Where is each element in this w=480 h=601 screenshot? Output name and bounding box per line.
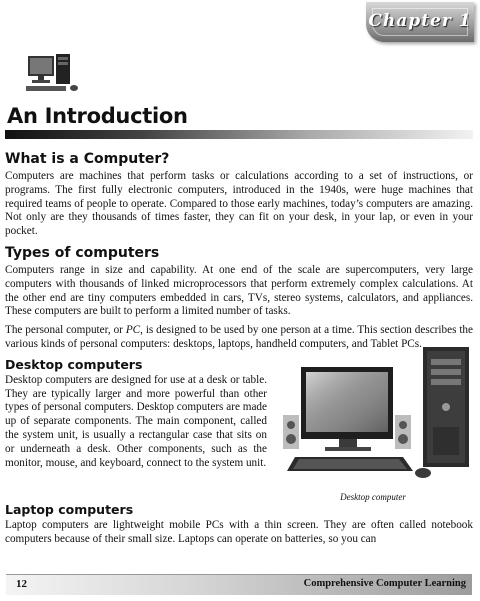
paragraph-desktop: Desktop computers are designed for use at a desk or table. They are typically larger and more powerful than other types of personal computers. Desktop computers are made up of separate components. The main component, called the system unit, is usually a rectangular case that sits on or underneath a desk. Other components, such as the monitor, mouse, and keyboard, connect to the system unit. [5,373,267,469]
section-title: An Introduction [7,104,188,128]
chapter-tab [366,2,474,42]
paragraph-laptop: Laptop computers are lightweight mobile PCs with a thin screen. They are often called notebook computers because of their small size. Laptops can operate on batteries, so you can [5,518,473,545]
desktop-computer-illustration [273,337,473,487]
desktop-section [5,357,473,502]
page-content [5,150,473,551]
book-title: Comprehensive Computer Learning [303,578,466,589]
page-footer [6,574,472,595]
text-span: , is designed to be used by one person at a time. This section describes the various kinds of personal computers: desktops, laptops, handheld computers, and Tablet PCs. [5,324,473,350]
chapter-label: Chapter 1 [368,11,472,31]
text-span: The personal computer, or [5,324,126,337]
heading-what-is: What is a Computer? [5,151,170,167]
paragraph-types-1: Computers range in size and capability. At one end of the scale are supercomputers, very large computers with thousands of linked microprocessors that perform extremely complex calculations. At the other end are tiny computers embedded in cars, TVs, stereo systems, calculators, and appliances. These computers are built to perform a limited number of tasks. [5,263,473,318]
paragraph-what-is: Computers are machines that perform tasks or calculations according to a set of instructions, or programs. The first fully electronic computers, introduced in the 1940s, were huge machines that required teams of people to operate. Compared to those early machines, today’s computers are amazing. Not only are they thousands of times faster, they can fit on your desk, in your lap, or even in your pocket. [5,170,473,238]
heading-types: Types of computers [5,244,160,261]
computer-icon [26,52,82,94]
page-number: 12 [16,578,27,590]
desktop-figure [273,337,473,502]
figure-caption: Desktop computer [340,491,406,502]
title-rule [5,130,473,139]
heading-laptop: Laptop computers [5,501,134,517]
heading-desktop: Desktop computers [5,356,143,372]
pc-term: PC [125,324,141,337]
